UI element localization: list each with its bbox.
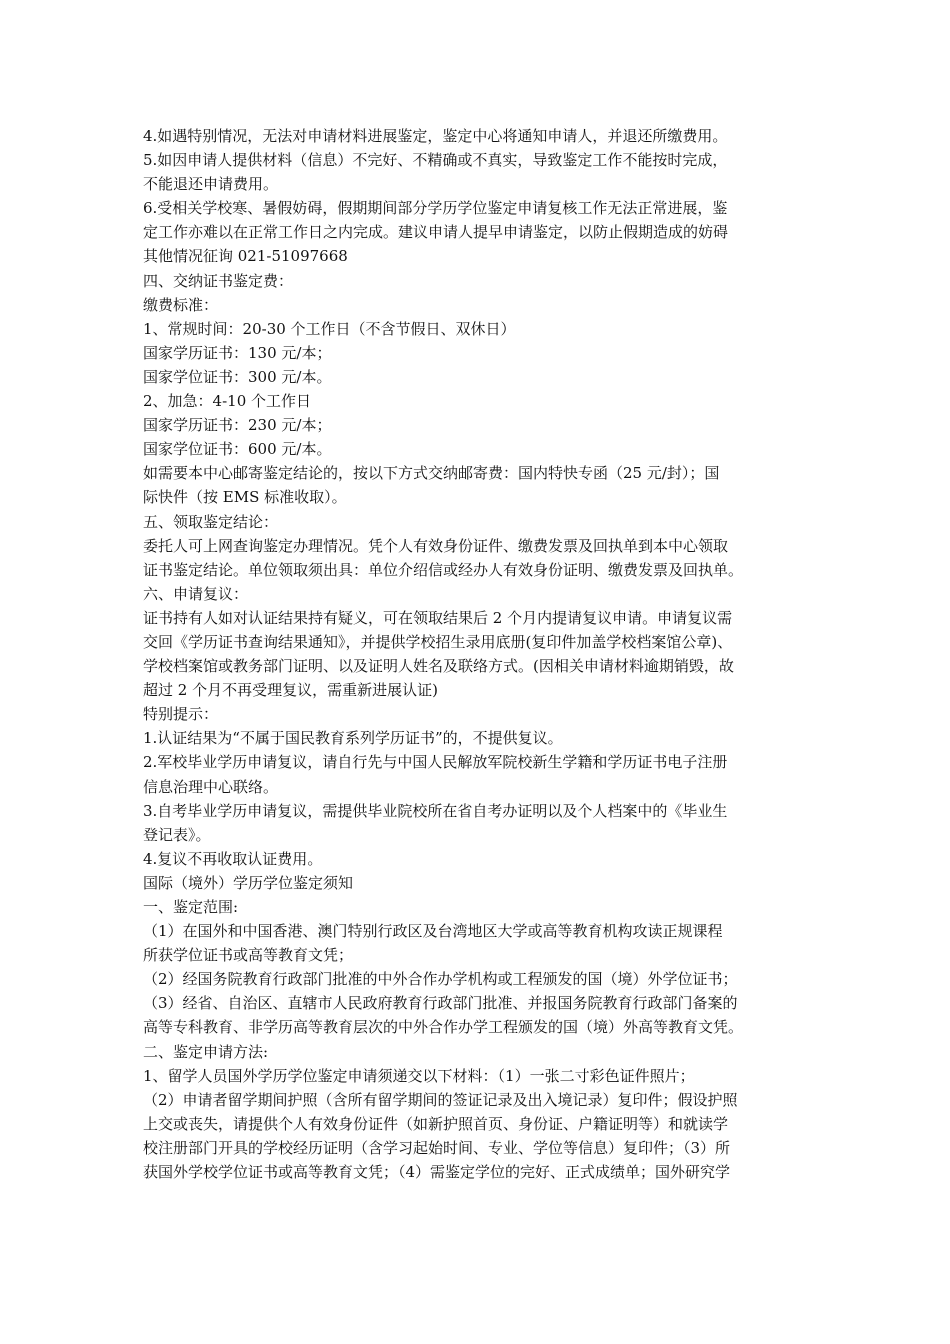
text-line: 上交或丧失，请提供个人有效身份证件（如新护照首页、身份证、户籍证明等）和就读学: [143, 1114, 729, 1133]
text-line: （2）经国务院教育行政部门批准的中外合作办学机构或工程颁发的国（境）外学位证书；: [143, 970, 738, 989]
text-line: 如需要本中心邮寄鉴定结论的，按以下方式交纳邮寄费：国内特快专函（25 元/封）；国: [143, 464, 720, 483]
text-line: 其他情况征询 021-51097668: [143, 247, 348, 266]
text-line: 证书持有人如对认证结果持有疑义，可在领取结果后 2 个月内提请复议申请。申请复议需: [143, 608, 733, 627]
text-line: 学校档案馆或教务部门证明、以及证明人姓名及联络方式。(因相关申请材料逾期销毁，故: [143, 657, 734, 676]
text-line: 校注册部门开具的学校经历证明（含学习起始时间、专业、学位等信息）复印件；（3）所: [143, 1138, 731, 1157]
text-line: 高等专科教育、非学历高等教育层次的中外合作办学工程颁发的国（境）外高等教育文凭。: [143, 1018, 744, 1037]
text-line: 1.认证结果为“不属于国民教育系列学历证书”的，不提供复议。: [143, 729, 563, 748]
text-line: 一、鉴定范围:: [143, 898, 239, 916]
text-line: 超过 2 个月不再受理复议，需重新进展认证): [143, 681, 438, 700]
text-line: 定工作亦难以在正常工作日之内完成。建议申请人提早申请鉴定，以防止假期造成的妨碍: [143, 223, 729, 242]
text-line: 3.自考毕业学历申请复议，需提供毕业院校所在省自考办证明以及个人档案中的《毕业生: [143, 801, 728, 820]
text-line: 4.如遇特别情况，无法对申请材料进展鉴定，鉴定中心将通知申请人，并退还所缴费用。: [143, 127, 728, 145]
text-line: 国家学位证书：600 元/本。: [143, 440, 332, 459]
section-heading-results: 五、领取鉴定结论：: [143, 512, 279, 531]
text-line: 交回《学历证书查询结果通知》，并提供学校招生录用底册(复印件加盖学校档案馆公章)、: [143, 632, 733, 651]
section-heading-review: 六、申请复议：: [143, 584, 249, 603]
text-line: 际快件（按 EMS 标准收取）。: [143, 488, 347, 507]
text-line: （3）经省、自治区、直辖市人民政府教育行政部门批准、并报国务院教育行政部门备案的: [143, 994, 738, 1013]
text-line: 5.如因申请人提供材料（信息）不完好、不精确或不真实，导致鉴定工作不能按时完成，: [143, 151, 728, 170]
text-line: 委托人可上网查询鉴定办理情况。凭个人有效身份证件、缴费发票及回执单到本中心领取: [143, 536, 729, 555]
text-line: （1）在国外和中国香港、澳门特别行政区及台湾地区大学或高等教育机构攻读正规课程: [143, 922, 723, 941]
text-line: 缴费标准：: [143, 295, 219, 314]
text-line: 1、留学人员国外学历学位鉴定申请须递交以下材料：（1）一张二寸彩色证件照片；: [143, 1066, 695, 1085]
text-line: 国家学位证书：300 元/本。: [143, 367, 332, 386]
text-line: 1、常规时间：20-30 个工作日（不含节假日、双休日）: [143, 319, 516, 338]
text-line: 二、鉴定申请方法:: [143, 1042, 269, 1061]
text-line: 国家学历证书：130 元/本；: [143, 343, 332, 362]
document-body: [143, 124, 811, 1184]
section-heading-fees: 四、交纳证书鉴定费：: [143, 271, 294, 290]
text-line: 所获学位证书或高等教育文凭；: [143, 946, 354, 965]
text-line: 证书鉴定结论。单位领取须出具：单位介绍信或经办人有效身份证明、缴费发票及回执单。: [143, 560, 744, 579]
text-line: 获国外学校学位证书或高等教育文凭；（4）需鉴定学位的完好、正式成绩单；国外研究学: [143, 1163, 731, 1182]
text-line: （2）申请者留学期间护照（含所有留学期间的签证记录及出入境记录）复印件；假设护照: [143, 1090, 738, 1109]
text-line: 登记表》。: [143, 825, 211, 844]
text-line: 6.受相关学校寒、暑假妨碍，假期期间部分学历学位鉴定申请复核工作无法正常进展，鉴: [143, 199, 728, 218]
text-line: 特别提示：: [143, 705, 219, 724]
text-line: 2、加急：4-10 个工作日: [143, 392, 312, 411]
text-line: 2.军校毕业学历申请复议，请自行先与中国人民解放军院校新生学籍和学历证书电子注册: [143, 753, 728, 772]
text-line: 信息治理中心联络。: [143, 777, 279, 796]
section-heading-international: 国际（境外）学历学位鉴定须知: [143, 873, 354, 892]
text-line: 国家学历证书：230 元/本；: [143, 416, 332, 435]
text-line: 不能退还申请费用。: [143, 175, 279, 194]
text-line: 4.复议不再收取认证费用。: [143, 849, 323, 868]
